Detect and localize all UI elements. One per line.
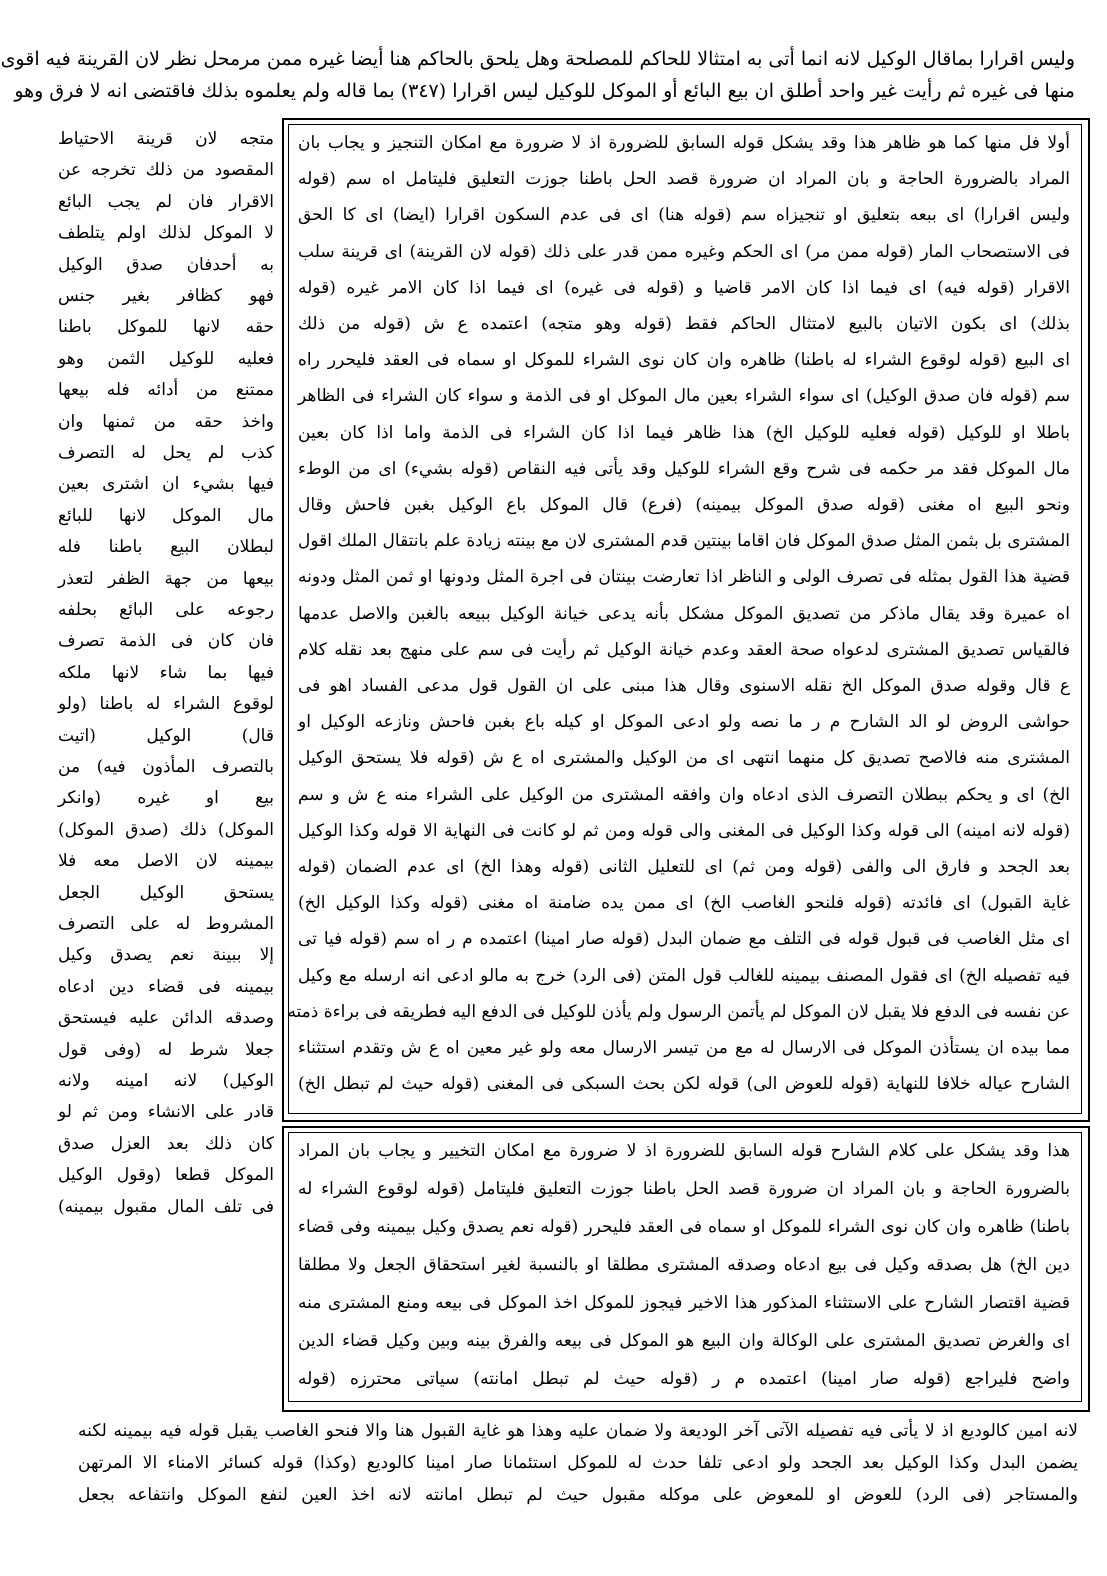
- margin-line-24: بيمينه لان الاصل معه فلا: [58, 851, 274, 872]
- second-commentary-line-2: بالضرورة الحاجة و بان المراد ان ضرورة قصد الحل باطنا جوزت التعليق فليتامل (قوله لوقوع الشراء له: [298, 1179, 1070, 1199]
- margin-line-28: بيمينه فى قضاء دين ادعاه: [58, 976, 274, 997]
- margin-line-13: مال الموكل لانها للبائع: [58, 505, 274, 526]
- commentary-line-17: حواشى الروض لو الد الشارح م ر ما نصه ولو ادعى الموكل او كيله باع بغبن فاحش ونازعه الوكيل او: [298, 712, 1070, 733]
- second-commentary-line-7: واضح فليراجع (قوله صار امينا) اعتمده م ر (قوله حيث لم تبطل امانته) سياتى محترزه (قوله: [298, 1369, 1070, 1389]
- second-commentary-line-1: هذا وقد يشكل على كلام الشارح قوله السابق للضرورة اذ لا ضرورة مع امكان التخيير و يجاب بان المراد: [298, 1141, 1070, 1161]
- margin-line-17: فان كان فى الذمة تصرف: [58, 631, 274, 652]
- margin-line-1: متجه لان قرينة الاحتياط: [58, 129, 274, 149]
- commentary-line-1: أولا فل منها كما هو ظاهر هذا وقد يشكل قوله السابق للضرورة اذ لا ضرورة مع امكان التنجيز و يجاب بان: [298, 133, 1070, 153]
- margin-line-29: وصدقه الدائن عليه فيستحق: [58, 1008, 274, 1029]
- margin-line-22: بيع او غيره (وانكر: [58, 788, 274, 809]
- margin-line-12: فيها بشيء ان اشترى بعين: [58, 474, 274, 495]
- margin-line-30: جعلا شرط له (وفى قول: [58, 1039, 274, 1060]
- margin-line-9: ممتنع من أدائه فله بيعها: [58, 380, 274, 401]
- second-commentary-line-6: اى والغرض تصديق المشترى على الوكالة وان البيع هو الموكل فى بيعه والفرق بينه وبين وكيل قضاء الدين: [298, 1331, 1070, 1351]
- commentary-line-19: الخ) اى و يحكم ببطلان التصرف الذى ادعاه وان وافقه المشترى من الوكيل على الشراء منه ع ش و سم: [298, 784, 1070, 805]
- footer-line-3: والمستاجر (فى الرد) للعوض او للمعوض على موكله مقبول حيث لم تبطل امانته لانه اخذ العين لنفع الموكل وانتفاعه بجعل: [78, 1485, 1078, 1505]
- margin-line-33: كان ذلك بعد العزل صدق: [58, 1133, 274, 1154]
- commentary-line-25: عن نفسه فى الدفع فلا يقبل لان الموكل لم يأتمن الرسول ولم يأذن للوكيل فى الدفع اليه فطريقه فى براءة ذمته: [287, 1001, 1070, 1022]
- margin-line-31: الوكيل) لانه امينه ولانه: [58, 1071, 274, 1091]
- commentary-line-5: الاقرار (قوله فيه) اى فيما اذا كان الامر قاضيا و (قوله فى غيره) اى فيما اذا كان الامر غيره (قوله: [298, 277, 1070, 298]
- margin-line-20: قال) الوكيل (اتيت: [58, 725, 274, 746]
- commentary-line-13: قضية هذا القول بمثله فى تصرف الولى و الناظر اذا تعارضت بينتان فى اجرة المثل ودونها او ثمن المثل ودونه: [298, 567, 1070, 588]
- margin-line-32: قادر على الانشاء ومن ثم لو: [58, 1102, 274, 1123]
- margin-line-10: واخذ حقه من ثمنها وان: [58, 411, 274, 432]
- second-commentary-line-5: قضية اقتصار الشارح على الاستثناء المذكور هذا الاخير فيجوز للموكل اخذ الموكل فى بيعه ومنع المشترى منه: [298, 1293, 1070, 1313]
- margin-line-34: الموكل قطعا (وقول الوكيل: [58, 1165, 274, 1186]
- margin-line-5: به أحدفان صدق الوكيل: [58, 254, 274, 275]
- margin-line-15: بيعها من جهة الظفر لتعذر: [58, 568, 274, 589]
- margin-line-19: لوقوع الشراء له باطنا (ولو: [58, 694, 274, 715]
- second-commentary-line-3: باطنا) ظاهره وان كان نوى الشراء للموكل او سماه فى العقد فليحرر (قوله نعم يصدق وكيل بيمينه وفى قضاء: [298, 1217, 1070, 1237]
- margin-line-2: المقصود من ذلك تخرجه عن: [58, 160, 274, 181]
- margin-line-25: يستحق الوكيل الجعل: [58, 882, 274, 903]
- commentary-line-11: ونحو البيع اه مغنى (قوله صدق الموكل بيمينه) (فرع) قال الموكل باع الوكيل بغبن فاحش وقال: [298, 495, 1070, 515]
- commentary-line-22: غاية القبول) اى فائدته (قوله فلنحو الغاصب الخ) اى ممن يده ضامنة اه مغنى (قوله وكذا الوكيل الخ): [298, 893, 1070, 914]
- commentary-line-8: سم (قوله فان صدق الوكيل) اى سواء الشراء بعين مال الموكل او فى الذمة و سواء كان الشراء فى الظاهر: [298, 386, 1070, 407]
- commentary-line-2: المراد بالضرورة الحاجة و بان المراد ان ضرورة قصد الحل باطنا جوزت التعليق فليتامل اه سم (قوله: [298, 169, 1070, 190]
- commentary-line-24: فيه تفصيله الخ) اى فقول المصنف بيمينه للغالب قول المتن (فى الرد) خرج به مالو ادعى انه ارسله مع وكيل: [298, 965, 1070, 986]
- commentary-line-14: اه عميرة وقد يقال ماذكر من تصديق الموكل مشكل بأنه يدعى خيانة الوكيل ببيعه بالغبن والاصل عدمها: [298, 603, 1070, 624]
- commentary-line-10: مال الموكل فقد مر حكمه فى شرح وقع الشراء للوكيل وقد يأتى فيه النقاص (قوله بشيء) اى من الوطء: [298, 458, 1070, 479]
- commentary-line-7: اى البيع (قوله لوقوع الشراء له باطنا) ظاهره وان كان نوى الشراء للموكل او سماه فى العقد فليحرر راه: [298, 350, 1070, 371]
- second-commentary-line-4: دين الخ) هل بصدقه وكيل فى بيع ادعاه وصدقه المشترى مطلقا او بالنسبة لغير استحقاق الجعل ولا مطلقا: [298, 1255, 1070, 1275]
- commentary-line-27: الشارح عياله خلافا للنهاية (قوله للعوض الى) قوله لكن بحث السبكى فى المغنى (قوله حيث لم تبطل الخ): [298, 1074, 1070, 1095]
- margin-line-16: رجوعه على البائع بحلفه: [58, 600, 274, 620]
- commentary-line-20: (قوله لانه امينه) الى قوله وكذا الوكيل فى المغنى والى قوله ومن ثم لو كانت فى النهاية الا قوله وكذا الوكيل: [298, 820, 1070, 841]
- commentary-line-9: باطلا او للوكيل (قوله فعليه للوكيل الخ) هذا ظاهر فيما اذا كان الشراء فى الذمة واما اذا كان بعين: [298, 422, 1070, 443]
- footer-line-1: لانه امين كالوديع اذ لا يأتى فيه تفصيله الآتى آخر الوديعة ولا ضمان عليه وهذا هو غاية القبول هنا والا فنحو الغاصب يقبل قوله فيه بيمينه لكنه: [78, 1421, 1078, 1441]
- commentary-line-6: بذلك) اى بكون الاتيان بالبيع لامتثال الحاكم فقط (قوله وهو متجه) اعتمده ع ش (قوله من ذلك: [298, 314, 1070, 334]
- margin-line-23: الموكل) ذلك (صدق الموكل): [58, 819, 274, 840]
- margin-line-26: المشروط له على التصرف: [58, 914, 274, 934]
- margin-line-8: فعليه للوكيل الثمن وهو: [58, 348, 274, 369]
- margin-line-18: فيها بما شاء لانها ملكه: [58, 662, 274, 683]
- margin-line-6: فهو كظافر بغير جنس: [58, 286, 274, 306]
- commentary-line-26: مما بيده ان يستأذن الموكل فى الارسال له مع من تيسر الارسال معه ولو غير معين اه ع ش وتقدم استثناء: [298, 1038, 1070, 1058]
- top-text-line-1: وليس اقرارا بماقال الوكيل لانه انما أتى به امتثالا للحاكم للمصلحة وهل يلحق بالحاكم هنا أيضا غيره ممن مرمحل نظر لان القرينة فيه اقوى: [0, 48, 1075, 70]
- footer-line-2: يضمن البدل وكذا الوكيل بعد الجحد ولو ادعى تلفا حدث له للموكل استئمانا صار امينا كالوديع (وكذا) قوله كسائر الامناء الا المرتهن: [78, 1453, 1078, 1473]
- commentary-line-3: وليس اقرارا) اى ببعه بتعليق او تنجيزاه سم (قوله هنا) اى فى عدم السكون اقرارا (ايضا) اى كا الحق: [298, 205, 1070, 226]
- commentary-line-21: بعد الجحد و فارق الى والفى (قوله ومن ثم) اى للتعليل الثانى (قوله وهذا الخ) اى عدم الضمان (قوله: [298, 857, 1070, 877]
- top-text-line-2: منها فى غيره ثم رأيت غير واحد أطلق ان بيع البائع أو الموكل للوكيل ليس اقرارا (٣٤٧) بما قاله ولم يعلموه بذلك فاقتضى انه لا فرق وهو: [14, 80, 1075, 102]
- margin-line-3: الاقرار فان لم يجب البائع: [58, 191, 274, 212]
- margin-line-27: إلا ببينة نعم يصدق وكيل: [58, 945, 274, 966]
- margin-line-14: لبطلان البيع باطنا فله: [58, 537, 274, 558]
- margin-line-35: فى تلف المال مقبول بيمينه): [58, 1196, 274, 1217]
- commentary-line-16: ع قال وقوله صدق الموكل الخ نقله الاسنوى وقال هذا مبنى على ان القول قول مدعى الفساد اهو فى: [298, 676, 1070, 696]
- commentary-line-4: فى الاستصحاب المار (قوله ممن مر) اى الحكم وغيره ممن قدر على ذلك (قوله لان القرينة) اى قرينة سلب: [298, 241, 1070, 262]
- commentary-line-12: المشترى بل بثمن المثل صدق الموكل فان اقاما بينتين قدم المشترى لان مع بينته زيادة علم بانتقال الملك اقول: [298, 531, 1070, 552]
- margin-line-11: كذب لم يحل له التصرف: [58, 443, 274, 463]
- margin-line-21: بالتصرف المأذون فيه) من: [58, 757, 274, 777]
- commentary-line-15: فالقياس تصديق المشترى لدعواه صحة العقد وعدم خيانة الوكيل ثم رأيت فى سم على منهج بعد نقله كلام: [298, 639, 1070, 660]
- margin-line-4: لا الموكل لذلك اولم يتلطف: [58, 223, 274, 244]
- margin-line-7: حقه لانها للموكل باطنا: [58, 317, 274, 338]
- commentary-line-18: المشترى منه فالاصح تصديق كل منهما انتهى اى من الوكيل والمشترى اه ع ش (قوله فلا يستحق الوكيل: [298, 748, 1070, 769]
- commentary-line-23: اى مثل الغاصب فى قبول قوله فى التلف مع ضمان البدل (قوله صار امينا) اعتمده م ر اه سم (قوله فيا تى: [298, 929, 1070, 950]
